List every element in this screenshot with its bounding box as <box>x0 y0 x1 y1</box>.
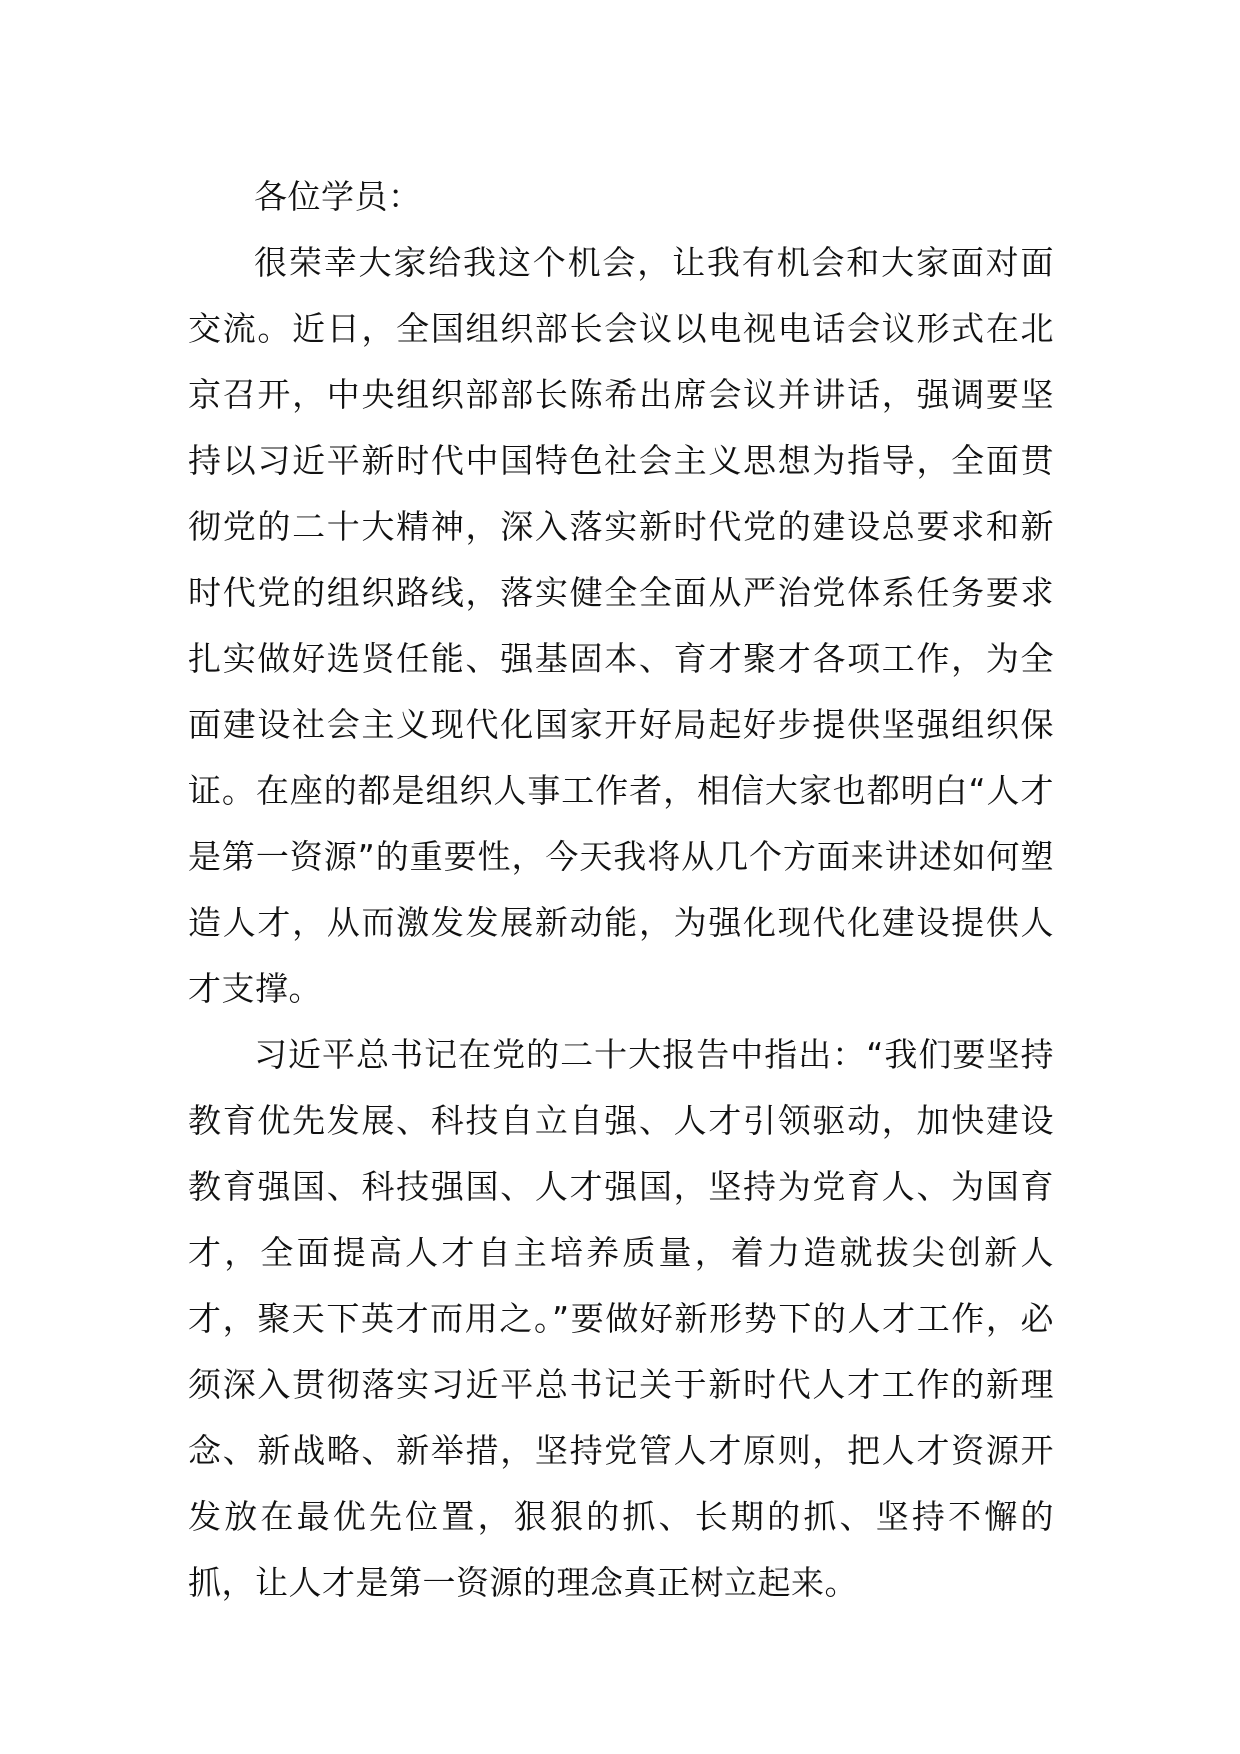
paragraph-quote: 习近平总书记在党的二十大报告中指出：“我们要坚持教育优先发展、科技自立自强、人才引领驱动，加快建设教育强国、科技强国、人才强国，坚持为党育人、为国育才，全面提高人才自主培养质量，着力造就拔尖创新人才，聚天下英才而用之。”要做好新形势下的人才工作，必须深入贯彻落实习近平总书记关于新时代人才工作的新理念、新战略、新举措，坚持党管人才原则，把人才资源开发放在最优先位置，狠狠的抓、长期的抓、坚持不懈的抓，让人才是第一资源的理念真正树立起来。 <box>188 1035 1054 1602</box>
paragraph-introduction: 很荣幸大家给我这个机会，让我有机会和大家面对面交流。近日，全国组织部长会议以电视电话会议形式在北京召开，中央组织部部长陈希出席会议并讲话，强调要坚持以习近平新时代中国特色社会主义思想为指导，全面贯彻党的二十大精神，深入落实新时代党的建设总要求和新时代党的组织路线，落实健全全面从严治党体系任务要求扎实做好选贤任能、强基固本、育才聚才各项工作，为全面建设社会主义现代化国家开好局起好步提供坚强组织保证。在座的都是组织人事工作者，相信大家也都明白“人才是第一资源”的重要性，今天我将从几个方面来讲述如何塑造人才，从而激发发展新动能，为强化现代化建设提供人才支撑。 <box>188 243 1054 1008</box>
document-body <box>188 164 1054 1616</box>
paragraph-salutation: 各位学员： <box>254 177 422 216</box>
